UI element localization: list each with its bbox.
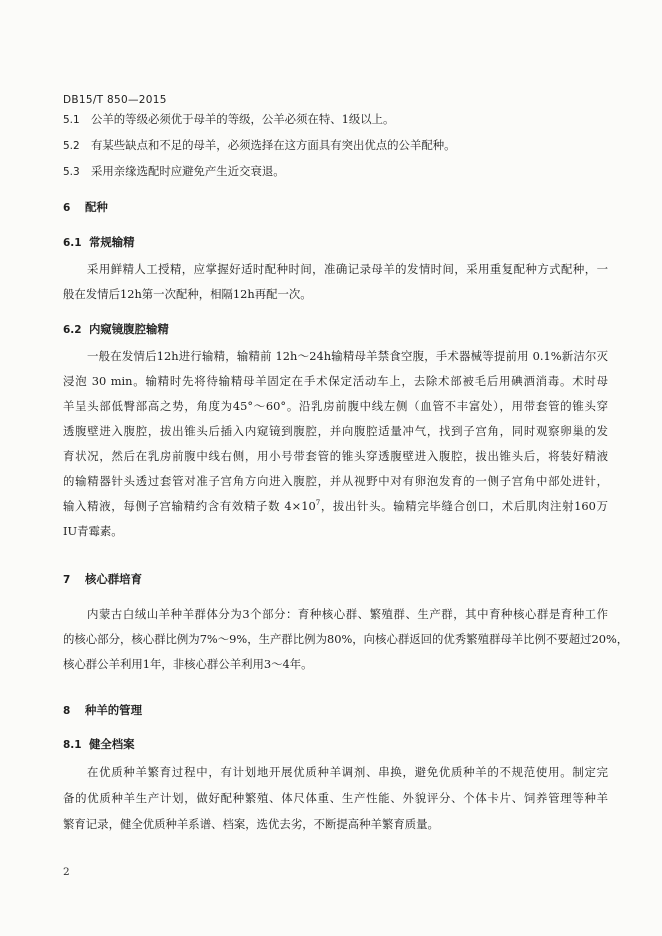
clause-number: 5.3 — [63, 166, 80, 178]
paragraph-line: 的核心部分，核心群比例为7%～9%，生产群比例为80%，向核心群返回的优秀繁殖群母羊比例不要超过20%， — [63, 632, 629, 646]
section-title: 配种 — [85, 200, 108, 214]
paragraph-line: 核心群公羊利用1年，非核心群公羊利用3～4年。 — [63, 657, 313, 671]
paragraph-line: 浸泡 30 min。输精时先将待输精母羊固定在手术保定活动车上，去除术部被毛后用碘酒消毒。术时母 — [63, 374, 608, 388]
standard-code: DB15/T 850—2015 — [63, 94, 167, 106]
subsection-number: 6.1 — [63, 237, 82, 249]
paragraph-line: 采用鲜精人工授精，应掌握好适时配种时间，准确记录母羊的发情时间，采用重复配种方式配种，一 — [87, 262, 608, 276]
paragraph-line: 羊呈头部低臀部高之势，角度为45°～60°。沿乳房前腹中线左侧（血管不丰富处），用带套管的锥头穿 — [63, 399, 608, 413]
section-number: 6 — [63, 202, 71, 214]
clause-5-1 — [63, 112, 608, 127]
section-6-1-heading — [63, 235, 608, 250]
clause-5-3 — [63, 164, 608, 179]
subsection-title: 内窥镜腹腔输精 — [89, 322, 169, 336]
section-title: 核心群培育 — [85, 572, 142, 586]
subsection-title: 常规输精 — [89, 235, 135, 249]
paragraph-line: 育状况，然后在乳房前腹中线右侧，用小号带套管的锥头穿透腹壁进入腹腔，拔出锥头后，将装好精液 — [63, 449, 608, 463]
clause-text: 公羊的等级必须优于母羊的等级，公羊必须在特、1级以上。 — [91, 112, 395, 126]
clause-text: 有某些缺点和不足的母羊，必须选择在这方面具有突出优点的公羊配种。 — [91, 138, 456, 152]
section-6-heading — [63, 200, 608, 215]
section-7-heading — [63, 572, 608, 587]
paragraph-line: 备的优质种羊生产计划，做好配种繁殖、体尺体重、生产性能、外貌评分、个体卡片、饲养管理等种羊 — [63, 791, 608, 805]
line-part: 输入精液，每侧子宫输精约含有效精子数 4×10 — [63, 499, 316, 513]
paragraph-line: 般在发情后12h第一次配种，相隔12h再配一次。 — [63, 287, 312, 301]
subsection-number: 8.1 — [63, 739, 82, 751]
paragraph-line: IU青霉素。 — [63, 524, 123, 538]
paragraph-line-with-exponent — [63, 499, 608, 513]
line-part: ，拔出针头。输精完毕缝合创口，术后肌肉注射160万 — [320, 499, 608, 513]
section-6-2-heading — [63, 322, 608, 337]
paragraph-line: 一般在发情后12h进行输精，输精前 12h～24h输精母羊禁食空腹，手术器械等提前用 0.1%新洁尔灭 — [87, 349, 608, 363]
clause-number: 5.2 — [63, 140, 80, 152]
section-8-1-heading — [63, 737, 608, 752]
subsection-number: 6.2 — [63, 324, 82, 336]
section-number: 8 — [63, 705, 71, 717]
section-title: 种羊的管理 — [85, 703, 142, 717]
clause-number: 5.1 — [63, 114, 80, 126]
section-number: 7 — [63, 574, 71, 586]
clause-5-2 — [63, 138, 608, 153]
paragraph-line: 在优质种羊繁育过程中，有计划地开展优质种羊调剂、串换，避免优质种羊的不规范使用。制定完 — [87, 765, 608, 779]
subsection-title: 健全档案 — [89, 737, 135, 751]
paragraph-line: 的输精器针头透过套管对准子宫角方向进入腹腔，并从视野中对有卵泡发育的一侧子宫角中部处进针， — [63, 474, 608, 488]
paragraph-line: 透腹壁进入腹腔，拔出锥头后插入内窥镜到腹腔，并向腹腔适量冲气，找到子宫角，同时观察卵巢的发 — [63, 424, 608, 438]
paragraph-line: 内蒙古白绒山羊种羊群体分为3个部分：育种核心群、繁殖群、生产群，其中育种核心群是育种工作 — [87, 607, 608, 621]
section-8-heading — [63, 703, 608, 718]
exponent: 7 — [315, 499, 321, 508]
page-number: 2 — [63, 866, 70, 878]
clause-text: 采用亲缘选配时应避免产生近交衰退。 — [91, 164, 285, 178]
paragraph-line: 繁育记录，健全优质种羊系谱、档案，选优去劣，不断提高种羊繁育质量。 — [63, 817, 439, 831]
